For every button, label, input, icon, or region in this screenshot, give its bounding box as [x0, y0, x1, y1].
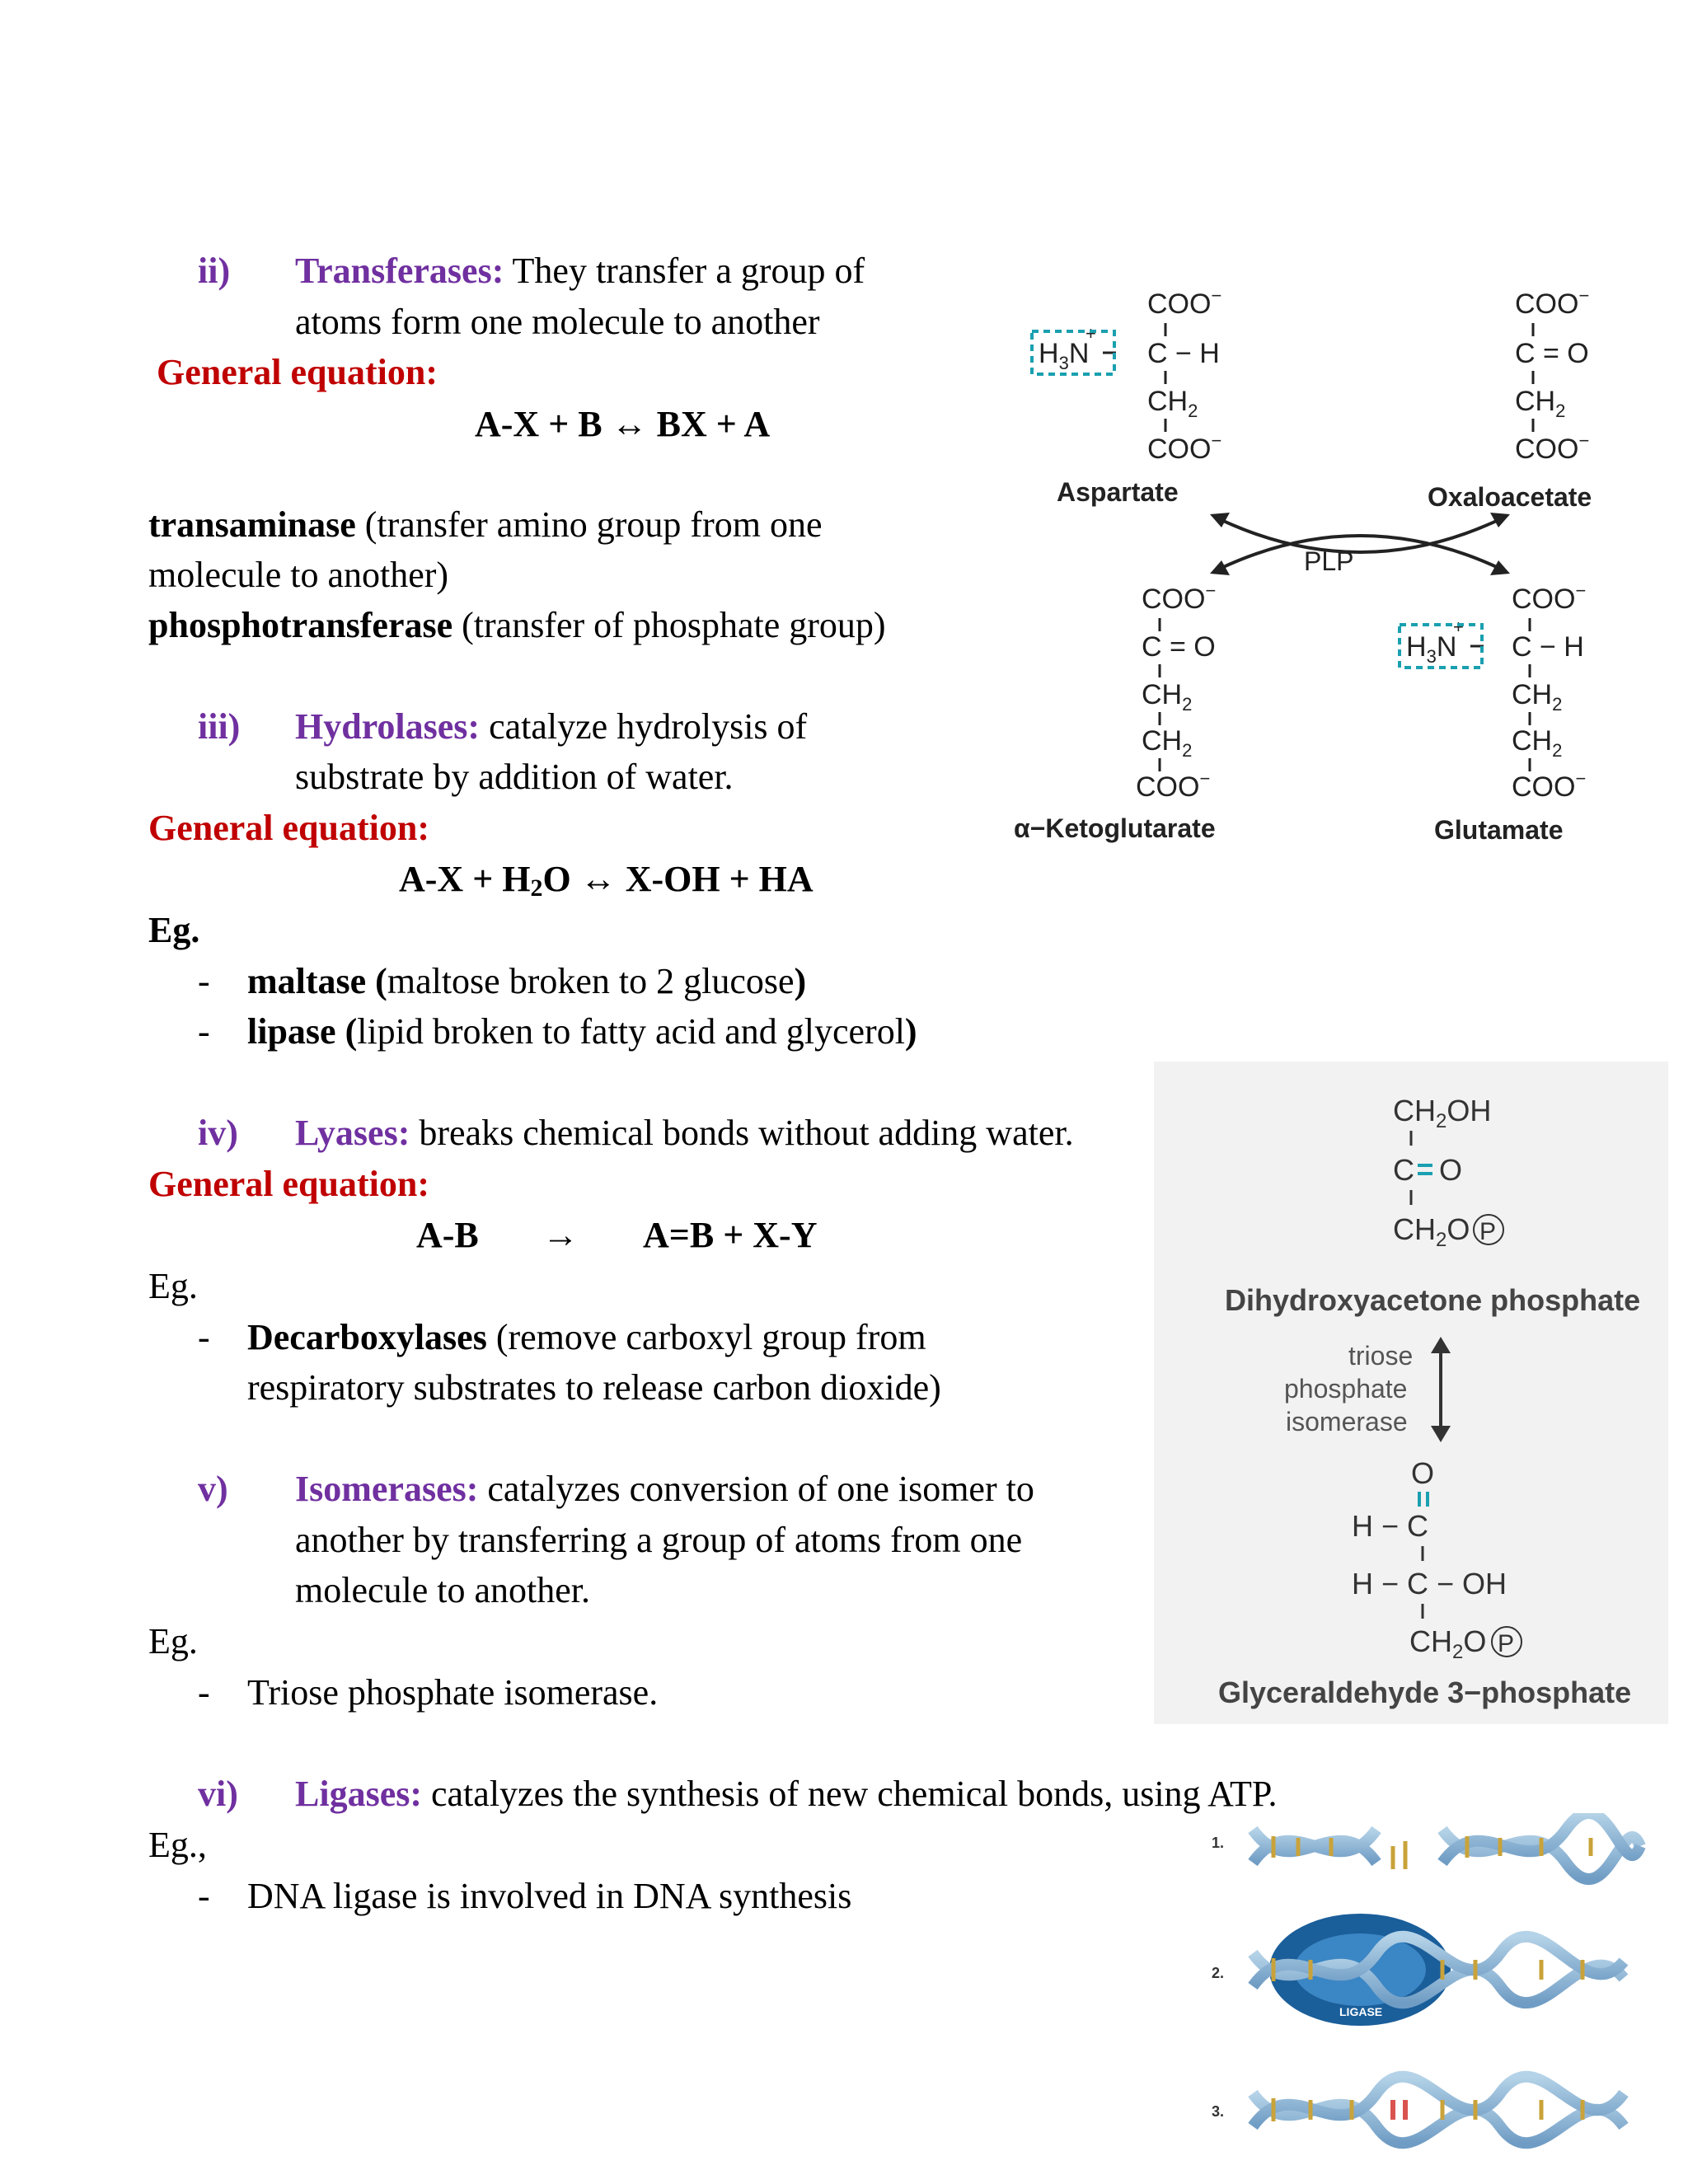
ketoglutarate-label: α−Ketoglutarate	[1014, 813, 1216, 843]
oxaloacetate-label: Oxaloacetate	[1428, 482, 1592, 512]
transferases-desc-2: atoms form one molecule to another	[295, 302, 820, 342]
hydrolases-general-label: General equation:	[148, 808, 429, 848]
ligases-desc: catalyzes the synthesis of new chemical bonds, using ATP.	[422, 1774, 1278, 1814]
hydrolases-eq-b: O ↔ X-OH + HA	[542, 859, 814, 899]
decarboxylases-name: Decarboxylases	[247, 1317, 487, 1357]
glutamate-label: Glutamate	[1434, 815, 1564, 845]
hydrolases-name: Hydrolases:	[295, 706, 481, 747]
svg-text:+: +	[1453, 616, 1464, 637]
section-number-hydrolases: iii)	[198, 706, 241, 747]
ligases-example: DNA ligase is involved in DNA synthesis	[247, 1876, 852, 1916]
svg-text:C = O: C = O	[1142, 631, 1216, 663]
isomerases-desc-3: molecule to another.	[295, 1570, 590, 1610]
g3p-label: Glyceraldehyde 3−phosphate	[1218, 1675, 1632, 1709]
svg-text:H3N: $H_3N$	[1406, 631, 1457, 667]
ligases-eg-label: Eg.,	[148, 1825, 207, 1865]
enzyme-label-2: phosphate	[1284, 1374, 1408, 1404]
section-number-lyases: iv)	[198, 1113, 238, 1153]
isomerases-name: Isomerases:	[295, 1469, 479, 1509]
hydrolases-eq-a: A-X + H	[399, 859, 531, 899]
bullet-dash: -	[198, 1011, 210, 1052]
svg-text:C = O: C = O	[1515, 338, 1589, 369]
svg-text:C: C	[1393, 1153, 1414, 1187]
hydrolases-desc-1: catalyze hydrolysis of	[480, 706, 808, 747]
maltase-close: )	[794, 961, 807, 1001]
svg-text:CH2O: $CH_2O$	[1409, 1624, 1487, 1663]
ligase-enzyme-label: LIGASE	[1339, 2005, 1383, 2018]
enzyme-label-1: triose	[1348, 1341, 1414, 1371]
ligases-heading	[295, 1772, 1277, 1816]
ligases-name: Ligases:	[295, 1774, 422, 1814]
lipase-name: lipase (	[247, 1011, 358, 1052]
decarboxylases-example	[247, 1315, 926, 1360]
enzyme-label-3: isomerase	[1286, 1407, 1408, 1436]
svg-text:H − C − OH: H − C − OH	[1352, 1567, 1507, 1601]
isomerases-heading	[295, 1467, 1034, 1511]
svg-text:CH2: $CH_2$	[1142, 679, 1193, 715]
section-number-ligases: vi)	[198, 1774, 238, 1814]
lyases-eq-arrow: →	[542, 1215, 579, 1255]
decarboxylases-desc-1: (remove carboxyl group from	[486, 1317, 926, 1357]
bullet-dash: -	[198, 1672, 210, 1713]
svg-text:COO−: COO−	[1147, 430, 1222, 465]
transferases-equation: A-X + B ↔ BX + A	[475, 404, 771, 444]
svg-text:CH2OH: $CH_2OH$	[1393, 1094, 1492, 1132]
maltase-name: maltase (	[247, 961, 387, 1001]
svg-text:CH2: $CH_2$	[1512, 725, 1563, 761]
lyases-general-label: General equation:	[148, 1164, 429, 1204]
lyases-heading	[295, 1111, 1074, 1155]
hydrolases-eq-subscript: 2	[530, 874, 543, 902]
transaminase-name: transaminase	[148, 504, 356, 545]
svg-text:CH2: $CH_2$	[1515, 386, 1566, 421]
dna-ligase-figure	[1195, 1813, 1657, 2176]
transamination-figure	[1014, 280, 1640, 874]
svg-text:COO−: COO−	[1142, 580, 1217, 615]
maltase-example	[247, 959, 806, 1004]
svg-text:CH2O: $CH_2O$	[1393, 1212, 1470, 1251]
lipase-close: )	[904, 1011, 917, 1052]
isomerases-desc-2: another by transferring a group of atoms from one	[295, 1520, 1023, 1560]
hydrolases-eg-label: Eg.	[148, 910, 200, 950]
isomerases-eg-label: Eg.	[148, 1621, 198, 1661]
lipase-example	[247, 1010, 917, 1054]
bullet-dash: -	[198, 961, 210, 1001]
step-2-label: 2.	[1212, 1965, 1225, 1981]
bullet-dash: -	[198, 1317, 210, 1357]
svg-text:H − C: H − C	[1352, 1509, 1429, 1543]
svg-text:CH2: $CH_2$	[1147, 386, 1198, 421]
phosphotransferase-name: phosphotransferase	[148, 605, 453, 645]
svg-text:COO−: COO−	[1512, 580, 1587, 615]
hydrolases-desc-2: substrate by addition of water.	[295, 757, 734, 797]
lyases-name: Lyases:	[295, 1113, 410, 1153]
transferases-desc-1: They transfer a group of	[504, 251, 865, 291]
lyases-eq-left: A-B	[416, 1215, 479, 1255]
svg-text:CH2: $CH_2$	[1512, 679, 1563, 715]
aspartate-coo-top: COO−	[1147, 285, 1222, 320]
svg-text:COO−: COO−	[1512, 768, 1587, 803]
isomerases-desc-1: catalyzes conversion of one isomer to	[478, 1469, 1034, 1509]
dna-helix-broken	[1253, 1813, 1640, 1879]
phosphotransferase-desc: (transfer of phosphate group)	[452, 605, 886, 645]
isomerases-example: Triose phosphate isomerase.	[247, 1672, 659, 1713]
transferases-heading	[295, 249, 865, 293]
transferases-name: Transferases:	[295, 251, 504, 291]
dna-helix-with-ligase	[1253, 1914, 1624, 2026]
svg-text:C − H: C − H	[1512, 631, 1584, 663]
transaminase-desc: (transfer amino group from one	[355, 504, 823, 545]
step-1-label: 1.	[1212, 1835, 1225, 1851]
transferases-general-label: General equation:	[157, 352, 438, 392]
lyases-desc: breaks chemical bonds without adding water.	[410, 1113, 1074, 1153]
hydrolases-equation	[399, 857, 814, 911]
svg-text:O: O	[1411, 1456, 1435, 1490]
lyases-eq-right: A=B + X-Y	[643, 1215, 818, 1255]
section-number-isomerases: v)	[198, 1469, 228, 1509]
svg-text:COO−: COO−	[1515, 285, 1590, 320]
transaminase-example	[148, 503, 823, 547]
svg-text:+: +	[1085, 323, 1096, 344]
section-number-transferases: ii)	[198, 251, 231, 291]
dna-helix-joined	[1253, 2077, 1624, 2143]
isomerase-figure	[1154, 1062, 1668, 1724]
decarboxylases-desc-2: respiratory substrates to release carbon dioxide)	[247, 1367, 941, 1408]
step-3-label: 3.	[1212, 2103, 1225, 2120]
plp-label: PLP	[1304, 546, 1354, 576]
lyases-eg-label: Eg.	[148, 1266, 198, 1306]
svg-text:COO−: COO−	[1136, 768, 1211, 803]
svg-text:P: P	[1479, 1218, 1497, 1245]
bullet-dash: -	[198, 1876, 210, 1916]
svg-text:COO−: COO−	[1515, 430, 1590, 465]
svg-text:P: P	[1498, 1630, 1515, 1657]
phosphotransferase-example	[148, 603, 886, 648]
dhap-label: Dihydroxyacetone phosphate	[1225, 1283, 1641, 1317]
svg-text:O: O	[1439, 1153, 1463, 1187]
aspartate-label: Aspartate	[1057, 477, 1179, 507]
transaminase-desc-2: molecule to another)	[148, 555, 449, 595]
lipase-desc: lipid broken to fatty acid and glycerol	[357, 1011, 905, 1052]
aspartate-amine: $H_3N$	[1039, 338, 1090, 373]
maltase-desc: maltose broken to 2 glucose	[387, 961, 795, 1001]
svg-text:CH2: $CH_2$	[1142, 725, 1193, 761]
hydrolases-heading	[295, 705, 807, 749]
aspartate-ch: C − H	[1147, 338, 1220, 369]
